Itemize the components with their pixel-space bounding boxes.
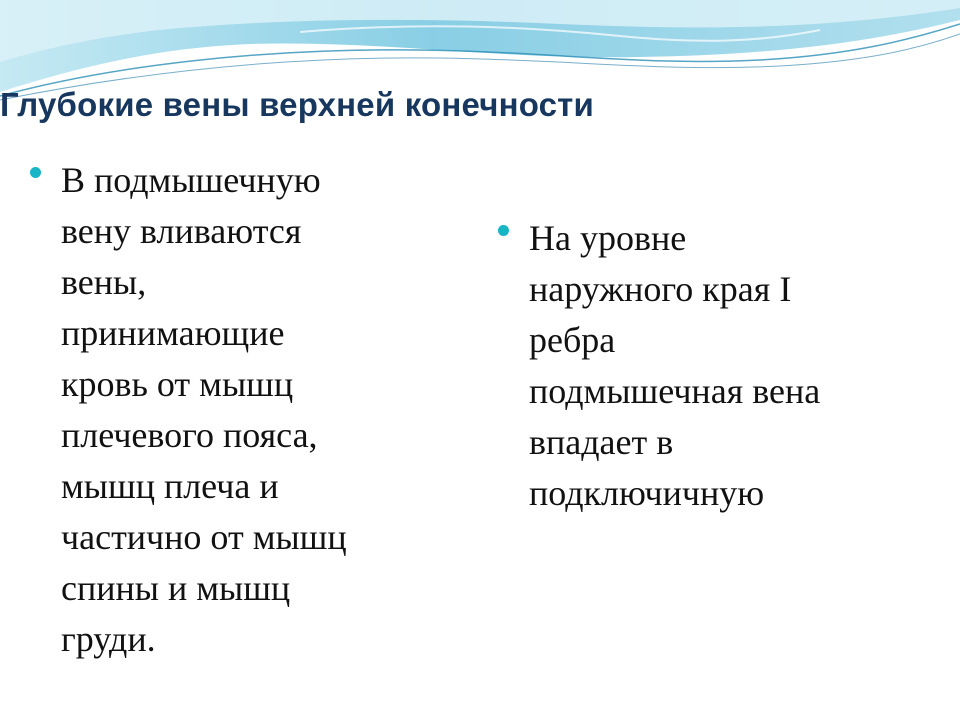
bullet-left [30, 155, 450, 665]
bullet-text: На уровне наружного края I ребра подмышечная вена впадает в подключичную [529, 218, 821, 513]
slide-title: Глубокие вены верхней конечности [0, 86, 595, 123]
bullet-right [498, 213, 918, 519]
bullet-item [498, 213, 918, 519]
bullet-dot-icon [498, 225, 509, 236]
bullet-item [30, 155, 450, 665]
bullet-text: В подмышечную вену вливаются вены, принимающие кровь от мышц плечевого пояса, мышц плеча и частично от мышц спины и мышц груди. [61, 160, 347, 659]
bullet-dot-icon [30, 167, 41, 178]
